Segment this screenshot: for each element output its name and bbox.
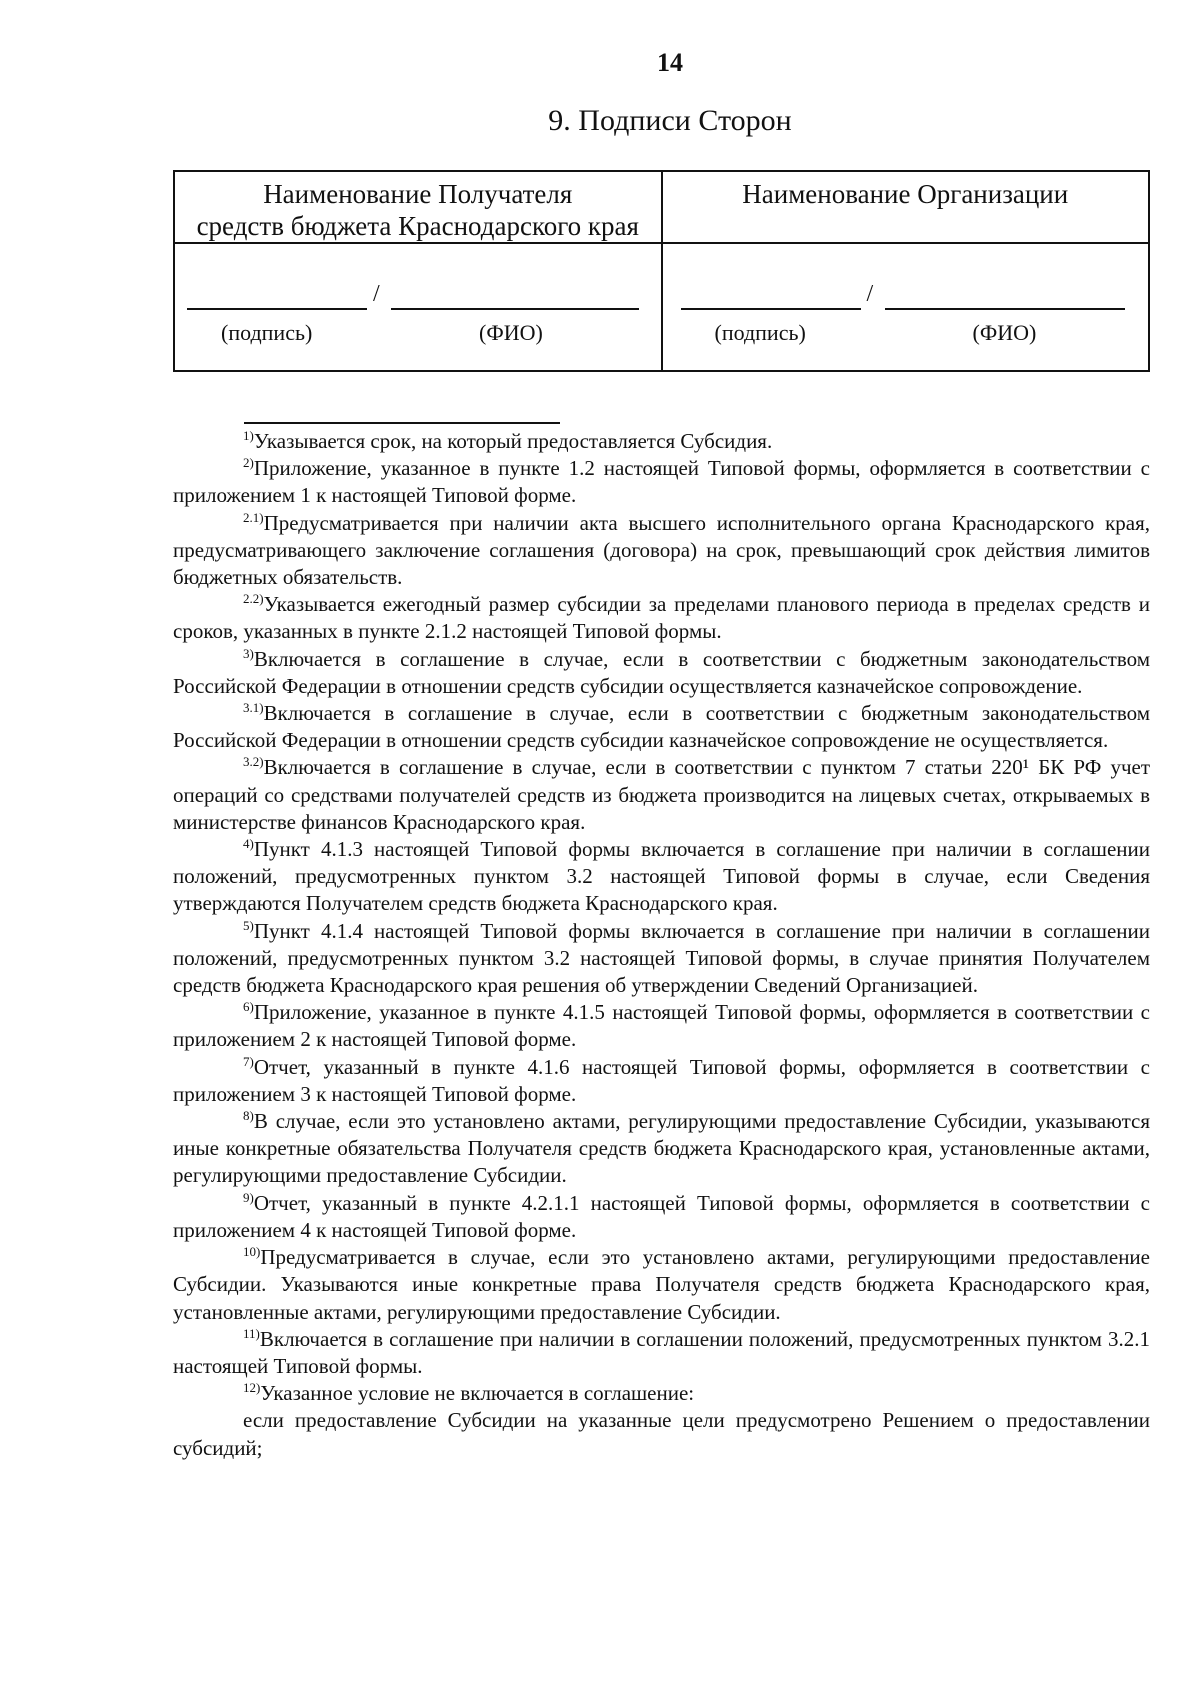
footnote: [173, 455, 1150, 509]
footnote-mark: 5): [243, 917, 254, 933]
footnote-text: Предусматривается при наличии акта высшего исполнительного органа Краснодарского края, предусматривающего заключение соглашения (договора) на срок, превышающий срок действия лимитов бюджетных обязательств.: [173, 510, 1150, 590]
recipient-name-underline: [391, 308, 639, 310]
footnote-mark: 4): [243, 836, 254, 852]
footnote: [173, 700, 1150, 754]
organization-header-cell: [662, 171, 1150, 243]
footnote-continuation: если предоставление Субсидии на указанные цели предусмотрено Решением о предоставлении субсидий;: [173, 1408, 1150, 1460]
footnote: [173, 1054, 1150, 1108]
organization-name-underline: [885, 308, 1125, 310]
footnote-mark: 3.2): [243, 754, 264, 770]
section-title: 9. Подписи Сторон: [548, 104, 792, 137]
organization-signature-cell: [662, 243, 1150, 371]
recipient-caption-sign: (подпись): [221, 320, 313, 345]
footnote-text: Приложение, указанное в пункте 1.2 настоящей Типовой формы, оформляется в соответствии с приложением 1 к настоящей Типовой форме.: [173, 456, 1150, 508]
footnote: [173, 1190, 1150, 1244]
footnote: [173, 836, 1150, 918]
footnote-text: Пункт 4.1.3 настоящей Типовой формы включается в соглашение при наличии в соглашении положений, предусмотренных пунктом 3.2 настоящей Типовой формы в случае, если Сведения утверждаются Получателем средств бюджета Краснодарского края.: [173, 837, 1150, 916]
recipient-header-line2: средств бюджета Краснодарского края: [196, 211, 639, 241]
footnote-mark: 2): [243, 455, 254, 471]
organization-signature-line: [675, 280, 1137, 310]
footnote-mark: 2.2): [243, 591, 264, 607]
footnote-text: Включается в соглашение в случае, если в соответствии с бюджетным законодательством Российской Федерации в отношении средств субсидии казначейское сопровождение не осуществляется.: [173, 701, 1150, 753]
footnote-text: Отчет, указанный в пункте 4.1.6 настоящей Типовой формы, оформляется в соответствии с приложением 3 к настоящей Типовой форме.: [173, 1054, 1150, 1106]
organization-caption-sign: (подпись): [714, 320, 806, 345]
signatures-table: [173, 170, 1150, 372]
recipient-signature-line: [187, 280, 649, 310]
footnote-text: Указывается ежегодный размер субсидии за пределами планового периода в пределах средств и сроков, указанных в пункте 2.1.2 настоящей Типовой формы.: [173, 592, 1150, 644]
footnote-text: Предусматривается в случае, если это установлено актами, регулирующими предоставление Субсидии. Указываются иные конкретные права Получателя средств бюджета Краснодарского края, установленные актами, регулирующими предоставление Субсидии.: [173, 1245, 1150, 1324]
footnote: [173, 591, 1150, 645]
recipient-slash: /: [373, 281, 380, 307]
footnote: [173, 754, 1150, 836]
footnote-text: В случае, если это установлено актами, регулирующими предоставление Субсидии, указываются иные конкретные обязательства Получателя средств бюджета Краснодарского края, установленные актами, регулирующими предоставление Субсидии.: [173, 1109, 1150, 1188]
footnote-mark: 2.1): [243, 509, 264, 525]
footnote: [173, 1326, 1150, 1380]
footnote-text: Приложение, указанное в пункте 4.1.5 настоящей Типовой формы, оформляется в соответствии с приложением 2 к настоящей Типовой форме.: [173, 1000, 1150, 1052]
organization-slash: /: [866, 281, 874, 307]
footnote-mark: 11): [243, 1325, 260, 1341]
footnote-mark: 10): [243, 1244, 261, 1260]
organization-header: Наименование Организации: [742, 179, 1069, 209]
footnote: [173, 999, 1150, 1053]
footnote-mark: 6): [243, 999, 254, 1015]
recipient-sign-underline: [187, 308, 367, 310]
footnote: [173, 428, 1150, 455]
footnote-mark: 9): [243, 1189, 254, 1205]
footnote: [173, 918, 1150, 1000]
footnote-mark: 8): [243, 1108, 254, 1124]
footnote-mark: 12): [243, 1380, 261, 1396]
footnote-text: Включается в соглашение при наличии в соглашении положений, предусмотренных пунктом 3.2.1 настоящей Типовой формы.: [173, 1326, 1150, 1378]
footnotes: [173, 428, 1150, 1462]
organization-sign-underline: [681, 308, 861, 310]
recipient-signature-cell: [174, 243, 662, 371]
footnote-text: Включается в соглашение в случае, если в соответствии с бюджетным законодательством Российской Федерации в отношении средств субсидии осуществляется казначейское сопровождение.: [173, 646, 1150, 698]
footnote-text: Указывается срок, на который предоставляется Субсидия.: [253, 429, 773, 453]
footnote-text: Отчет, указанный в пункте 4.2.1.1 настоящей Типовой формы, оформляется в соответствии с приложением 4 к настоящей Типовой форме.: [173, 1190, 1150, 1242]
footnote-mark: 3): [243, 645, 254, 661]
recipient-caption-name: (ФИО): [479, 320, 543, 345]
recipient-header-line1: Наименование Получателя: [263, 179, 573, 209]
footnote-separator: [244, 422, 560, 424]
footnote: [173, 646, 1150, 700]
organization-caption-name: (ФИО): [972, 320, 1037, 345]
recipient-header-cell: [174, 171, 662, 243]
footnote: [173, 510, 1150, 592]
footnote: [173, 1244, 1150, 1326]
footnote-text: Пункт 4.1.4 настоящей Типовой формы включается в соглашение при наличии в соглашении положений, предусмотренных пунктом 3.2 настоящей Типовой формы, в случае принятия Получателем средств бюджета Краснодарского края решения об утверждении Сведений Организацией.: [173, 918, 1150, 998]
footnote: [173, 1380, 1150, 1407]
footnote-text: Указанное условие не включается в соглашение:: [260, 1381, 695, 1406]
footnote-mark: 3.1): [243, 700, 264, 716]
page-number: 14: [657, 48, 683, 77]
footnote: [173, 1108, 1150, 1190]
footnote-mark: 1): [243, 428, 254, 443]
footnote-mark: 7): [243, 1053, 254, 1069]
footnote-text: Включается в соглашение в случае, если в соответствии с пунктом 7 статьи 220¹ БК РФ учет операций со средствами получателей средств из бюджета производится на лицевых счетах, открываемых в министерстве финансов Краснодарского края.: [173, 755, 1150, 834]
